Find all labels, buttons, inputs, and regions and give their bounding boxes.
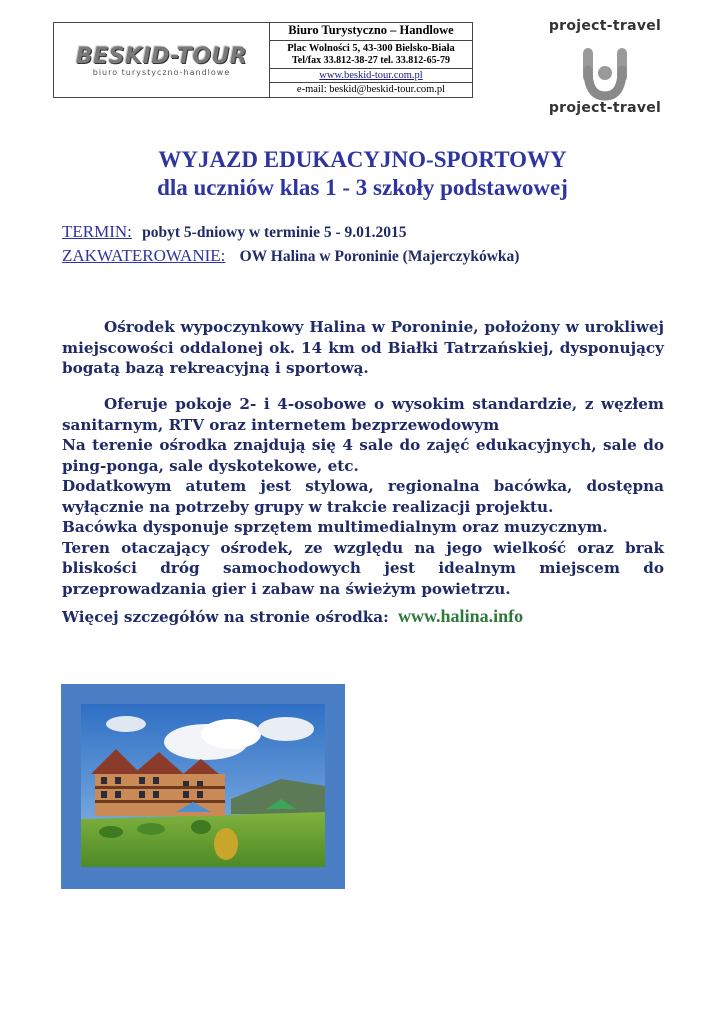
more-info-line (62, 606, 523, 627)
resort-building-image (81, 704, 325, 867)
paragraph-line: Bacówka dysponuje sprzętem multimedialnym oraz muzycznym. (62, 518, 608, 536)
project-travel-text-top: project-travel (548, 18, 662, 34)
page-title: WYJAZD EDUKACYJNO-SPORTOWY (158, 147, 567, 172)
termin-row (62, 222, 407, 242)
company-name: Biuro Turystyczno – Handlowe (270, 23, 472, 40)
company-header-box (53, 22, 473, 98)
page-subtitle: dla uczniów klas 1 - 3 szkoły podstawowej (157, 175, 568, 200)
logo-wordmark: BESKID-TOUR (75, 43, 248, 69)
paragraph-text: Ośrodek wypoczynkowy Halina w Poroninie, położony w urokliwej miejscowości oddalonej ok. 14 km od Białki Tatrzańskiej, dysponujący bogatą bazą rekreacyjną i sportową. (62, 318, 664, 377)
zakwaterowanie-value: OW Halina w Poroninie (Majerczykówka) (239, 248, 520, 265)
resort-photo (81, 704, 325, 867)
paragraph-line: Oferuje pokoje 2- i 4-osobowe o wysokim standardzie, z węzłem sanitarnym, RTV oraz internetem bezprzewodowym (62, 395, 664, 434)
halina-website-link[interactable]: www.halina.info (398, 606, 524, 626)
zakwaterowanie-row (62, 246, 519, 266)
description-paragraph-2 (62, 394, 664, 599)
company-phones: Tel/fax 33.812-38-27 tel. 33.812-65-79 (292, 54, 450, 66)
termin-label: TERMIN: (62, 222, 132, 241)
paragraph-line: Dodatkowym atutem jest stylowa, regionalna bacówka, dostępna wyłącznie na potrzeby grupy w trakcie realizacji projektu. (62, 477, 664, 516)
beskid-tour-logo (54, 23, 270, 97)
company-address: Plac Wolności 5, 43-300 Bielsko-Biała (287, 42, 455, 54)
project-travel-logo (530, 18, 680, 118)
more-info-text: Więcej szczegółów na stronie ośrodka: (62, 608, 389, 626)
zakwaterowanie-label: ZAKWATEROWANIE: (62, 246, 226, 265)
paragraph-line: Na terenie ośrodka znajdują się 4 sale do zajęć edukacyjnych, sale do ping-ponga, sale dyskotekowe, etc. (62, 436, 664, 475)
logo-subtitle: biuro turystyczno-handlowe (92, 67, 231, 77)
description-paragraph-1 (62, 317, 664, 379)
company-contact-info (270, 23, 472, 97)
company-email[interactable]: e-mail: beskid@beskid-tour.com.pl (270, 82, 472, 96)
company-website-link[interactable]: www.beskid-tour.com.pl (270, 68, 472, 82)
photo-frame (61, 684, 345, 889)
paragraph-line: Teren otaczający ośrodek, ze względu na jego wielkość oraz brak bliskości dróg samochodowych jest idealnym miejscem do przeprowadzania gier i zabaw na świeżym powietrzu. (62, 538, 664, 598)
termin-value: pobyt 5-dniowy w terminie 5 - 9.01.2015 (142, 224, 407, 241)
project-travel-text-bottom: project-travel (548, 100, 662, 116)
